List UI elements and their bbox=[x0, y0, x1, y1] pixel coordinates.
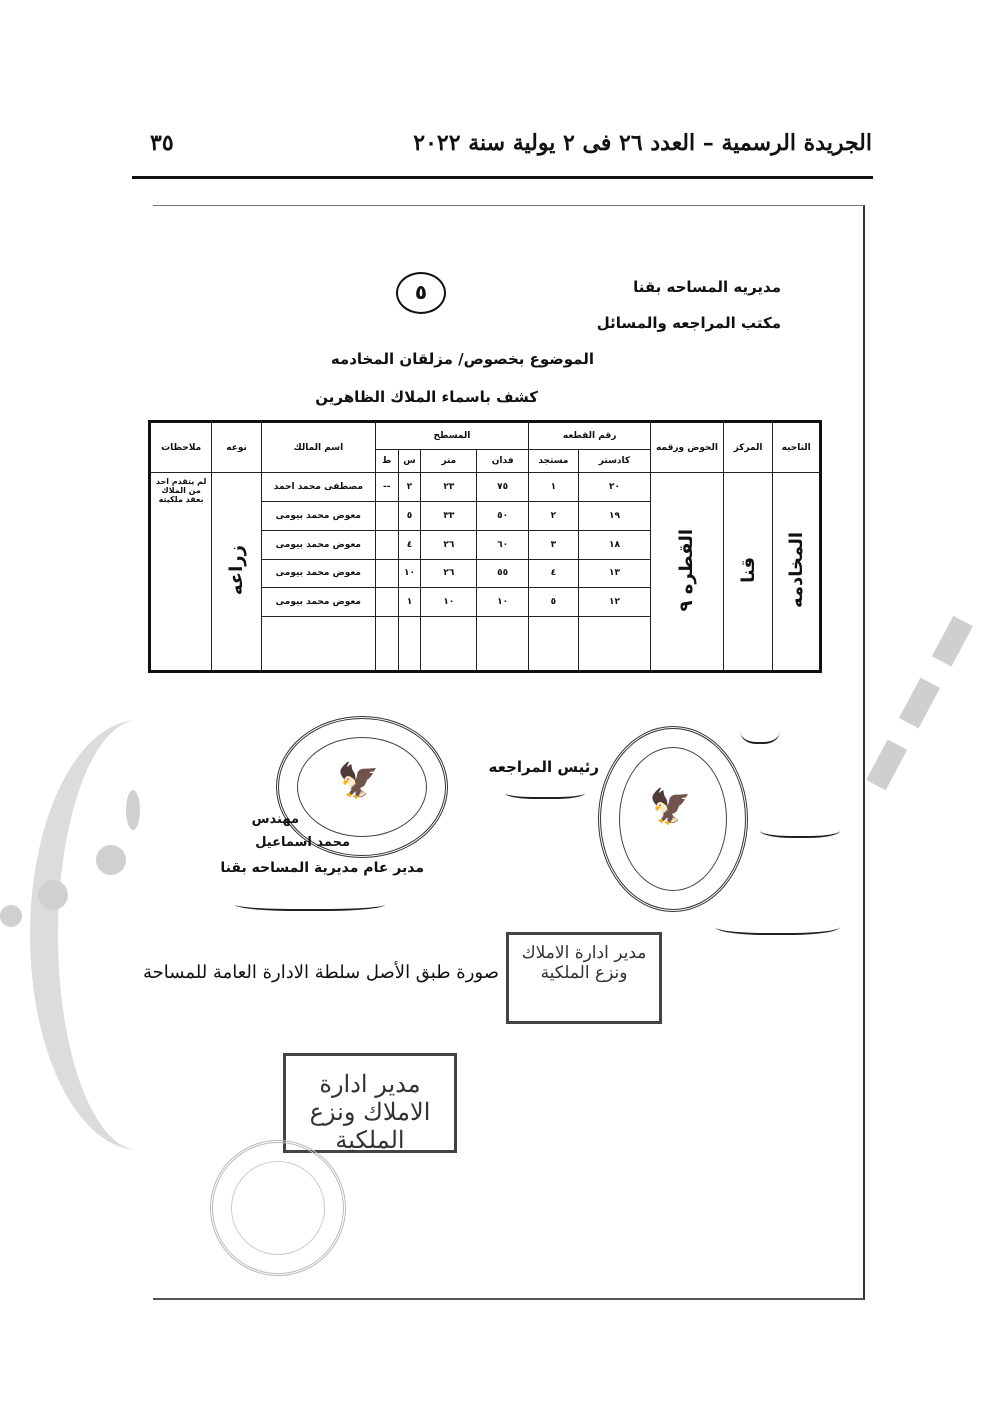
cadastral-cell: ١٢ bbox=[578, 588, 650, 617]
derived-cell: ١ bbox=[529, 473, 579, 502]
feddan-cell: ٥٥ bbox=[477, 559, 529, 588]
header-basin: الحوض ورقمه bbox=[651, 422, 723, 473]
property-stamp-bottom: مدير ادارة الاملاك ونزع الملكية bbox=[283, 1053, 457, 1153]
derived-cell: ٥ bbox=[529, 588, 579, 617]
feddan-cell: ٧٥ bbox=[477, 473, 529, 502]
watermark-arc bbox=[30, 720, 248, 1150]
review-head-label: رئيس المراجعه bbox=[488, 758, 599, 776]
derived-cell: ٢ bbox=[529, 502, 579, 531]
owner-cell: معوض محمد بيومى bbox=[261, 559, 375, 588]
signature-director bbox=[235, 895, 385, 911]
s-cell: ٥ bbox=[398, 502, 421, 531]
t-cell: -- bbox=[375, 473, 398, 502]
cadastral-cell: ١٨ bbox=[578, 530, 650, 559]
header-type: نوعه bbox=[212, 422, 262, 473]
cadastral-cell: ٢٠ bbox=[578, 473, 650, 502]
village-cell: المخادمه bbox=[773, 473, 821, 672]
feddan-cell: ٦٠ bbox=[477, 530, 529, 559]
eagle-emblem-icon: 🦅 bbox=[337, 761, 380, 801]
watermark-dot bbox=[0, 905, 22, 927]
official-seal-right bbox=[598, 726, 748, 912]
scanned-document bbox=[153, 205, 865, 1300]
owners-table bbox=[148, 420, 822, 673]
header-cadastral: كادستر bbox=[578, 449, 650, 473]
owner-cell: معوض محمد بيومى bbox=[261, 502, 375, 531]
header-parcel-number: رقم القطعه bbox=[529, 422, 651, 450]
header-notes: ملاحظات bbox=[150, 422, 212, 473]
s-cell: ٤ bbox=[398, 530, 421, 559]
owner-cell: مصطفى محمد احمد bbox=[261, 473, 375, 502]
eagle-emblem-icon: 🦅 bbox=[649, 787, 692, 827]
page-header bbox=[132, 128, 872, 168]
handwritten-certification: صورة طبق الأصل سلطة الادارة العامة للمساحة bbox=[143, 962, 499, 983]
header-derived: مستجد bbox=[529, 449, 579, 473]
subject-line: الموضوع بخصوص/ مزلقان المخادمه bbox=[330, 350, 594, 368]
office-name: مكتب المراجعه والمسائل bbox=[596, 314, 781, 332]
watermark-dot bbox=[38, 880, 68, 910]
feddan-cell: ٥٠ bbox=[477, 502, 529, 531]
page-number: ٣٥ bbox=[150, 130, 174, 156]
derived-cell: ٣ bbox=[529, 530, 579, 559]
district-cell: قنا bbox=[723, 473, 773, 672]
signature-right-2 bbox=[760, 820, 840, 838]
header-area: المسطح bbox=[375, 422, 528, 450]
t-cell bbox=[375, 502, 398, 531]
t-cell bbox=[375, 559, 398, 588]
cadastral-cell: ١٩ bbox=[578, 502, 650, 531]
s-cell: ١٠ bbox=[398, 559, 421, 588]
header-meter: متر bbox=[421, 449, 477, 473]
header-s: س bbox=[398, 449, 421, 473]
t-cell bbox=[375, 530, 398, 559]
watermark-dot bbox=[96, 845, 126, 875]
table-row bbox=[150, 473, 821, 502]
s-cell: ١ bbox=[398, 588, 421, 617]
property-stamp-right: مدير ادارة الاملاك ونزع الملكية bbox=[506, 932, 662, 1024]
meter-cell: ٣٣ bbox=[421, 502, 477, 531]
type-cell: زراعه bbox=[212, 473, 262, 672]
header-village: الناحيه bbox=[773, 422, 821, 473]
derived-cell: ٤ bbox=[529, 559, 579, 588]
watermark-dot bbox=[126, 790, 140, 830]
meter-cell: ٢٣ bbox=[421, 473, 477, 502]
owner-cell: معوض محمد بيومى bbox=[261, 588, 375, 617]
meter-cell: ٢٦ bbox=[421, 530, 477, 559]
engineer-title: مهندس bbox=[251, 812, 299, 827]
owner-cell: معوض محمد بيومى bbox=[261, 530, 375, 559]
list-title: كشف باسماء الملاك الظاهرين bbox=[315, 388, 538, 406]
t-cell bbox=[375, 588, 398, 617]
header-rule bbox=[132, 176, 873, 179]
header-t: ط bbox=[375, 449, 398, 473]
meter-cell: ٢٦ bbox=[421, 559, 477, 588]
signature-review-head bbox=[505, 785, 585, 799]
attachment-number-badge: ٥ bbox=[396, 272, 446, 314]
notes-cell: لم يتقدم احد من الملاك بعقد ملكيته bbox=[150, 473, 212, 672]
header-district: المركز bbox=[723, 422, 773, 473]
s-cell: ٢ bbox=[398, 473, 421, 502]
signature-right bbox=[740, 712, 780, 744]
watermark-logo: ▮▮▮ bbox=[841, 590, 1002, 809]
engineer-name: محمد اسماعيل bbox=[255, 835, 350, 850]
gazette-title: الجريدة الرسمية – العدد ٢٦ فى ٢ يولية سنة ٢٠٢٢ bbox=[413, 130, 872, 156]
directorate-name: مديريه المساحه بقنا bbox=[633, 278, 781, 296]
basin-cell: القطره ٩ bbox=[651, 473, 723, 672]
header-feddan: فدان bbox=[477, 449, 529, 473]
meter-cell: ١٠ bbox=[421, 588, 477, 617]
feddan-cell: ١٠ bbox=[477, 588, 529, 617]
signature-right-3 bbox=[715, 915, 840, 935]
cadastral-cell: ١٣ bbox=[578, 559, 650, 588]
faded-seal-bottom bbox=[210, 1140, 346, 1276]
header-owner: اسم المالك bbox=[261, 422, 375, 473]
director-title: مدير عام مديرية المساحه بقنا bbox=[220, 860, 424, 876]
